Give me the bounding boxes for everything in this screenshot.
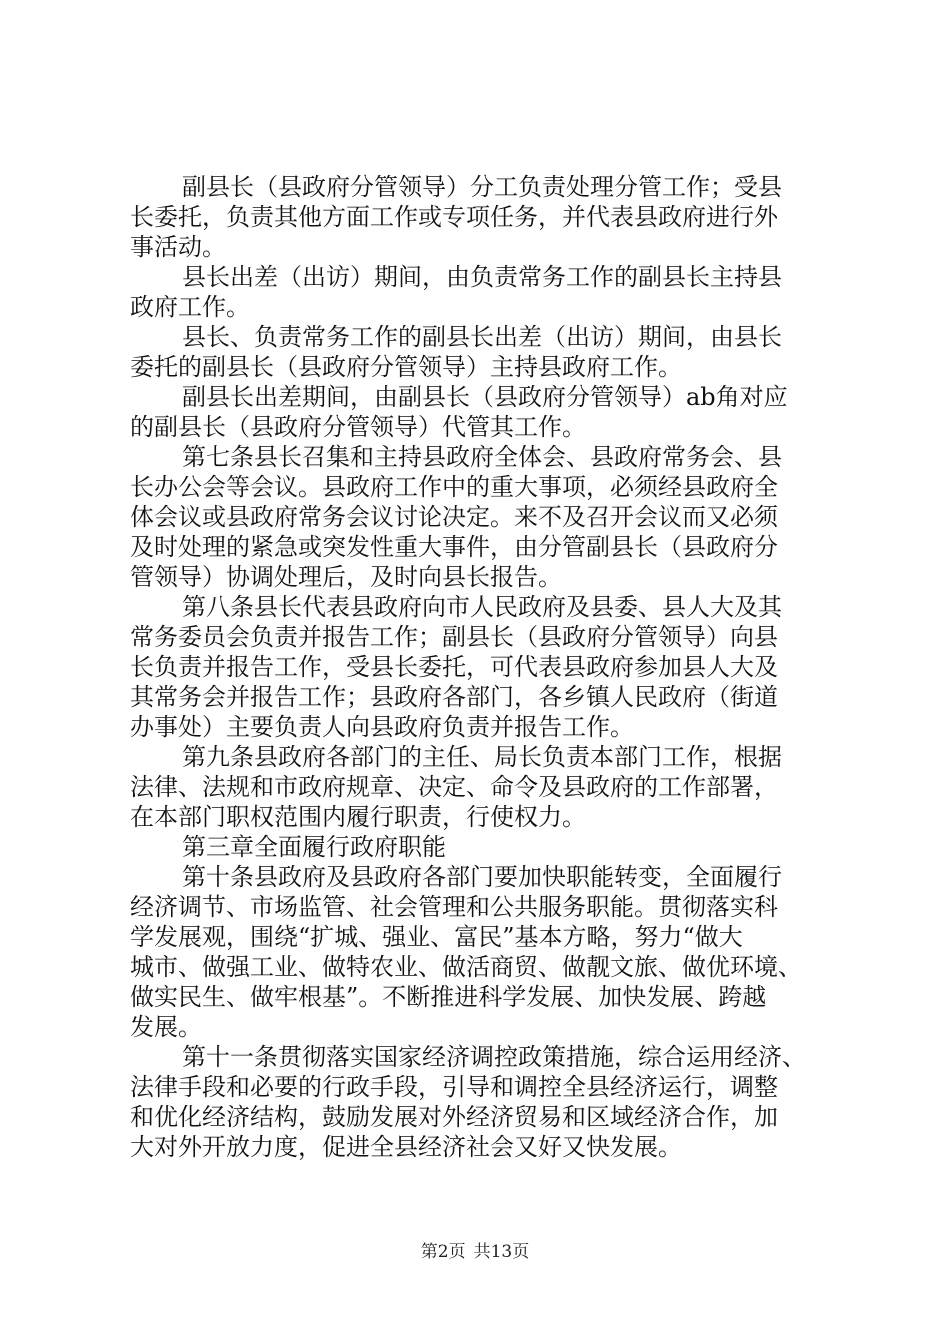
paragraph-first-line: 第十一条贯彻落实国家经济调控政策措施，综合运用经济、 [182,1043,806,1071]
page-number: 第2页 [420,1242,466,1262]
paragraph-line: 体会议或县政府常务会议讨论决定。来不及召开会议而又必须 [130,503,778,531]
paragraph-line: 政府工作。 [130,293,250,321]
paragraph-line: 管领导）协调处理后，及时向县长报告。 [130,563,562,591]
paragraph-first-line: 副县长出差期间，由副县长（县政府分管领导）ab角对应 [182,383,788,411]
paragraph-line: 长负责并报告工作，受县长委托，可代表县政府参加县人大及 [130,653,778,681]
paragraph-first-line: 第七条县长召集和主持县政府全体会、县政府常务会、县 [182,443,782,471]
paragraph-first-line: 副县长（县政府分管领导）分工负责处理分管工作；受县 [182,173,782,201]
paragraph-first-line: 第三章全面履行政府职能 [182,833,446,861]
paragraph-line: 长委托，负责其他方面工作或专项任务，并代表县政府进行外 [130,203,778,231]
paragraph-line: 其常务会并报告工作；县政府各部门，各乡镇人民政府（街道 [130,683,778,711]
paragraph-line: 发展。 [130,1013,202,1041]
paragraph-first-line: 县长出差（出访）期间，由负责常务工作的副县长主持县 [182,263,782,291]
page-total: 共13页 [473,1242,530,1262]
paragraph-first-line: 第九条县政府各部门的主任、局长负责本部门工作，根据 [182,743,782,771]
paragraph-line: 城市、做强工业、做特农业、做活商贸、做靓文旅、做优环境、 [130,953,802,981]
paragraph-line: 事活动。 [130,233,226,261]
paragraph-line: 办事处）主要负责人向县政府负责并报告工作。 [130,713,634,741]
paragraph-line: 大对外开放力度，促进全县经济社会又好又快发展。 [130,1133,682,1161]
paragraph-line: 及时处理的紧急或突发性重大事件，由分管副县长（县政府分 [130,533,778,561]
paragraph-line: 和优化经济结构，鼓励发展对外经济贸易和区域经济合作，加 [130,1103,778,1131]
paragraph-line: 长办公会等会议。县政府工作中的重大事项，必须经县政府全 [130,473,778,501]
paragraph-line: 学发展观，围绕“扩城、强业、富民”基本方略，努力“做大 [130,923,743,951]
document-body [130,172,830,1162]
paragraph-line: 常务委员会负责并报告工作；副县长（县政府分管领导）向县 [130,623,778,651]
paragraph-line: 法律手段和必要的行政手段，引导和调控全县经济运行，调整 [130,1073,778,1101]
paragraph-line: 法律、法规和市政府规章、决定、命令及县政府的工作部署， [130,773,778,801]
paragraph-first-line: 第八条县长代表县政府向市人民政府及县委、县人大及其 [182,593,782,621]
paragraph-line: 做实民生、做牢根基”。不断推进科学发展、加快发展、跨越 [130,983,767,1011]
paragraph-first-line: 县长、负责常务工作的副县长出差（出访）期间，由县长 [182,323,782,351]
paragraph-line: 的副县长（县政府分管领导）代管其工作。 [130,413,586,441]
paragraph-line: 在本部门职权范围内履行职责，行使权力。 [130,803,586,831]
paragraph-line: 委托的副县长（县政府分管领导）主持县政府工作。 [130,353,682,381]
paragraph-first-line: 第十条县政府及县政府各部门要加快职能转变，全面履行 [182,863,782,891]
page-footer [0,1241,950,1263]
paragraph-line: 经济调节、市场监管、社会管理和公共服务职能。贯彻落实科 [130,893,778,921]
